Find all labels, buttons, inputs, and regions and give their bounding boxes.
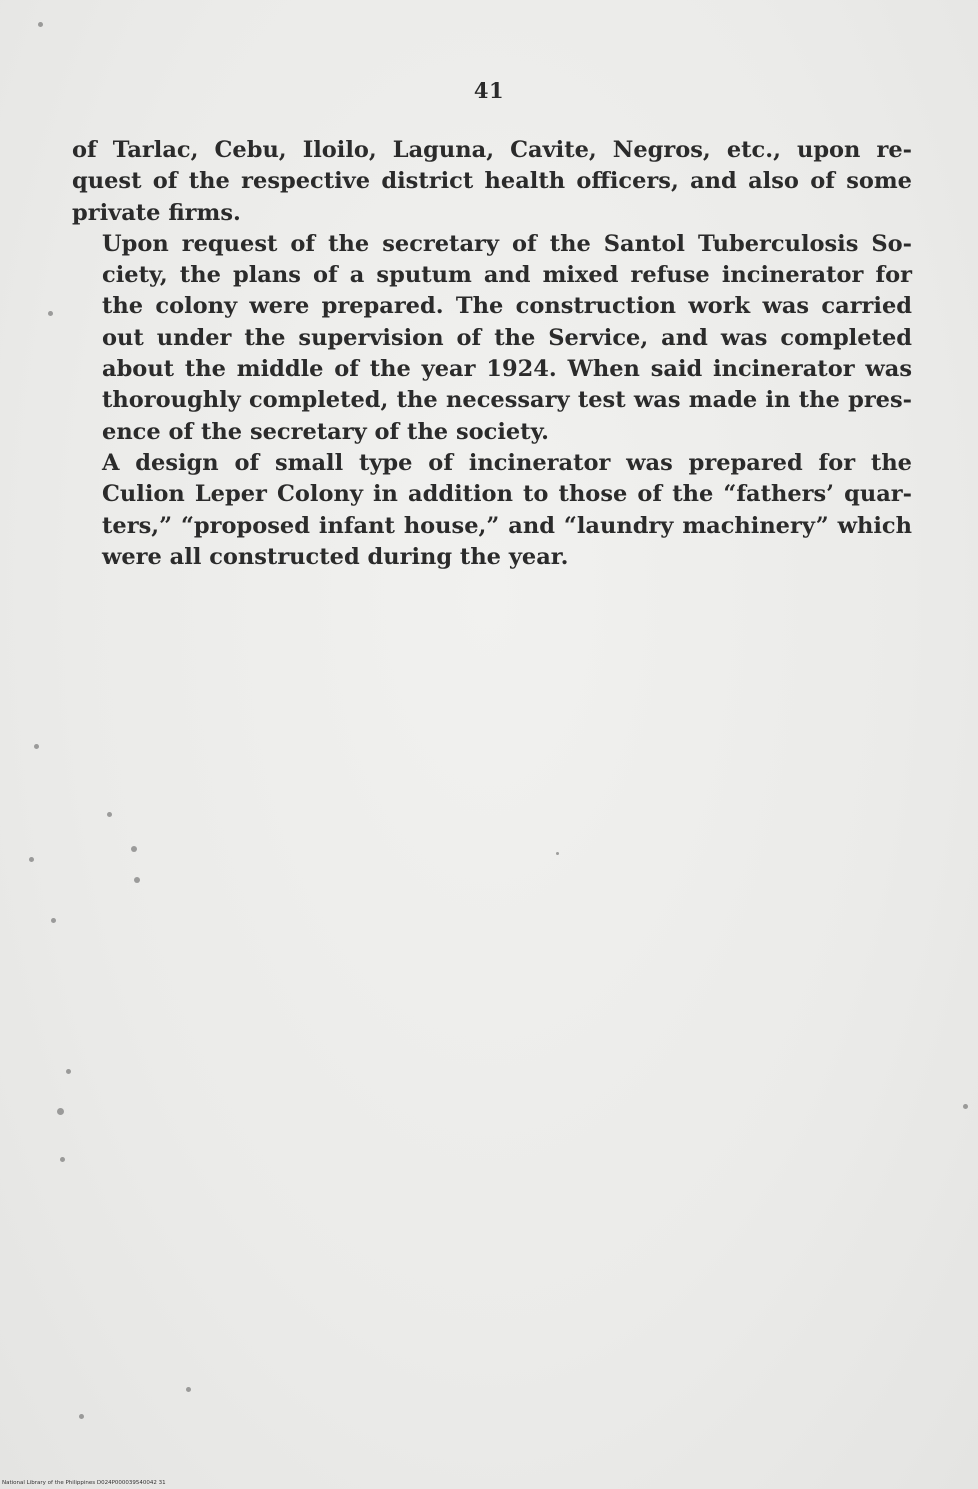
page-number: 41 xyxy=(473,78,505,103)
scan-speck xyxy=(29,857,34,862)
scan-speck xyxy=(66,1069,71,1074)
scan-speck xyxy=(963,1104,968,1109)
scan-footer: National Library of the Philippines D024P000039540042 31 xyxy=(2,1480,166,1486)
text-line: Culion Leper Colony in addition to those of the “fathers’ quar- xyxy=(102,481,912,508)
scan-speck xyxy=(51,918,56,923)
paragraph-3 xyxy=(72,448,912,573)
text-line: thoroughly completed, the necessary test was made in the pres- xyxy=(102,387,912,414)
text-line: ciety, the plans of a sputum and mixed refuse incinerator for xyxy=(102,262,912,289)
body-text xyxy=(72,135,912,573)
scan-speck xyxy=(57,1108,64,1115)
text-line: quest of the respective district health officers, and also of some xyxy=(72,168,912,195)
scan-speck xyxy=(186,1387,191,1392)
scan-speck xyxy=(34,744,39,749)
scan-speck xyxy=(556,852,559,855)
text-line: private firms. xyxy=(72,199,241,226)
text-line: A design of small type of incinerator was prepared for the xyxy=(102,449,912,476)
scan-speck xyxy=(134,877,140,883)
scan-speck xyxy=(38,22,43,27)
paragraph-2 xyxy=(72,229,912,448)
scan-speck xyxy=(48,311,53,316)
text-line: out under the supervision of the Service, and was completed xyxy=(102,324,912,351)
text-line: ters,” “proposed infant house,” and “laundry machinery” which xyxy=(102,512,912,539)
text-line: Upon request of the secretary of the Santol Tuberculosis So- xyxy=(102,230,912,257)
scan-speck xyxy=(131,846,137,852)
text-line: of Tarlac, Cebu, Iloilo, Laguna, Cavite, Negros, etc., upon re- xyxy=(72,137,912,163)
text-line: the colony were prepared. The construction work was carried xyxy=(102,293,912,320)
text-line: ence of the secretary of the society. xyxy=(102,418,549,445)
text-line: about the middle of the year 1924. When said incinerator was xyxy=(102,356,912,383)
scan-speck xyxy=(79,1414,84,1419)
text-line: were all constructed during the year. xyxy=(102,543,569,570)
paragraph-1 xyxy=(72,135,912,229)
scan-speck xyxy=(60,1157,65,1162)
scan-speck xyxy=(107,812,112,817)
